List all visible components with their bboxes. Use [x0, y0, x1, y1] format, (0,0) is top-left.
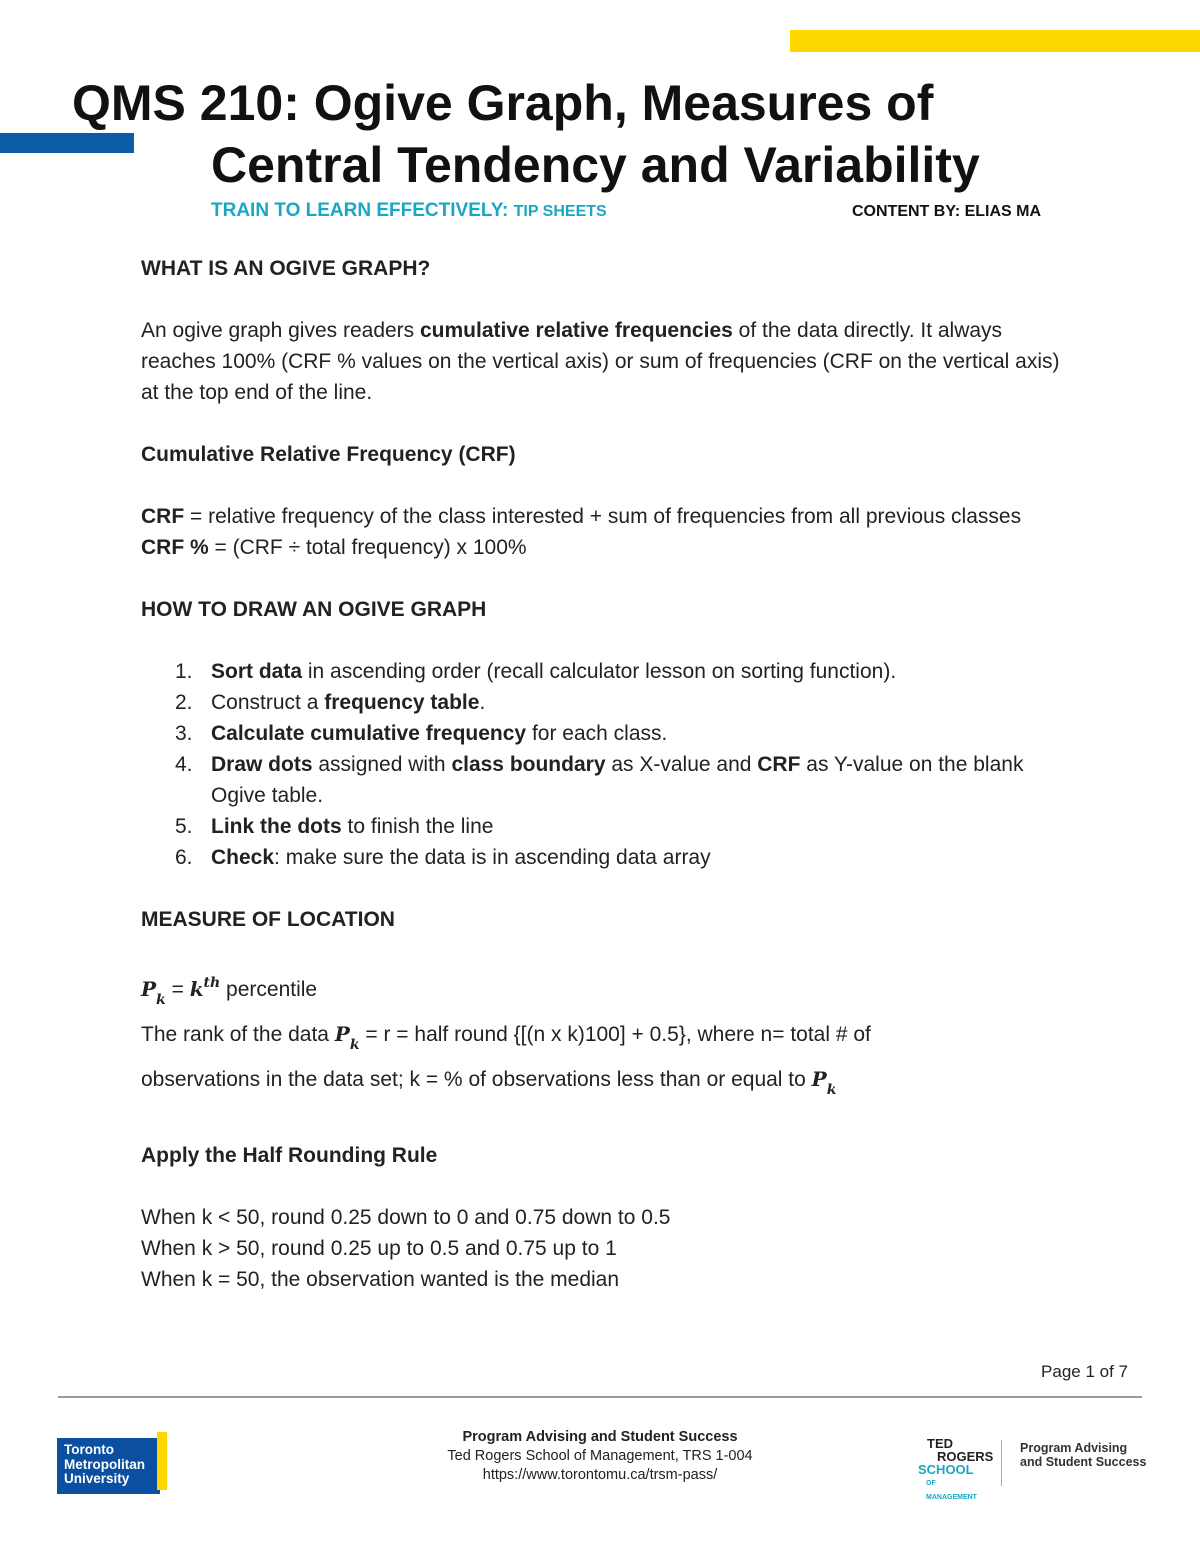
- percentile-definition: $P_k = k^{th}$ percentile: [141, 975, 318, 1008]
- pass-logo-text: Program Advising and Student Success: [1020, 1441, 1147, 1469]
- list-item: 2. Construct a frequency table.: [175, 691, 486, 714]
- main-content: [141, 253, 1061, 1295]
- series-label: [211, 200, 607, 222]
- section-heading-ogive: WHAT IS AN OGIVE GRAPH?: [141, 257, 431, 280]
- rounding-rule: When k < 50, round 0.25 down to 0 and 0.75 down to 0.5: [141, 1206, 671, 1229]
- series-label-sub: TIP SHEETS: [513, 203, 607, 220]
- list-item: 1. Sort data in ascending order (recall calculator lesson on sorting function).: [175, 660, 897, 683]
- steps-list: [141, 656, 1061, 873]
- tmu-logo: Toronto Metropolitan University: [57, 1432, 167, 1494]
- logo-divider: [1001, 1440, 1002, 1486]
- footer-address: Ted Rogers School of Management, TRS 1-004: [447, 1448, 753, 1464]
- list-item: 4. Draw dots assigned with class boundary as X-value and CRF as Y-value on the blank Ogive table.: [175, 753, 1024, 807]
- section-heading-location: MEASURE OF LOCATION: [141, 908, 395, 931]
- section-heading-draw: HOW TO DRAW AN OGIVE GRAPH: [141, 598, 487, 621]
- footer-contact: [350, 1428, 850, 1485]
- page-number: Page 1 of 7: [1041, 1362, 1128, 1381]
- rank-formula-continued: observations in the data set; k = % of observations less than or equal to $P_k$: [141, 1067, 837, 1098]
- section-heading-crf: Cumulative Relative Frequency (CRF): [141, 443, 516, 466]
- author-credit: CONTENT BY: ELIAS MA: [852, 203, 1042, 220]
- section-heading-rounding: Apply the Half Rounding Rule: [141, 1144, 438, 1167]
- trsm-logo: TED ROGERS SCHOOL OF MANAGEMENT: [918, 1436, 994, 1501]
- rank-formula: The rank of the data $P_k = r$ = half round {[(n x k)100] + 0.5}, where n= total # of: [141, 1022, 871, 1053]
- rounding-rule: When k = 50, the observation wanted is the median: [141, 1268, 620, 1291]
- header-yellow-bar: [790, 30, 1200, 52]
- footer-office: Program Advising and Student Success: [462, 1429, 738, 1445]
- list-item: 5. Link the dots to finish the line: [175, 815, 494, 838]
- crf-percent-definition: CRF % = (CRF ÷ total frequency) x 100%: [141, 536, 527, 559]
- rounding-rule: When k > 50, round 0.25 up to 0.5 and 0.75 up to 1: [141, 1237, 617, 1260]
- footer-divider: [58, 1396, 1142, 1398]
- list-item: 3. Calculate cumulative frequency for each class.: [175, 722, 668, 745]
- ogive-description: An ogive graph gives readers cumulative relative frequencies of the data directly. It always reaches 100% (CRF % values on the vertical axis) or sum of frequencies (CRF on the vertical axis) at the top end of the line.: [141, 319, 1060, 404]
- crf-definition: CRF = relative frequency of the class interested + sum of frequencies from all previous classes: [141, 505, 1022, 528]
- list-item: 6. Check: make sure the data is in ascending data array: [175, 846, 711, 869]
- header-blue-bar: [0, 133, 134, 153]
- footer-url[interactable]: https://www.torontomu.ca/trsm-pass/: [482, 1467, 718, 1483]
- series-label-main: TRAIN TO LEARN EFFECTIVELY:: [211, 200, 509, 221]
- page-title-line1: QMS 210: Ogive Graph, Measures of: [72, 75, 934, 131]
- page-title-line2: Central Tendency and Variability: [211, 137, 980, 193]
